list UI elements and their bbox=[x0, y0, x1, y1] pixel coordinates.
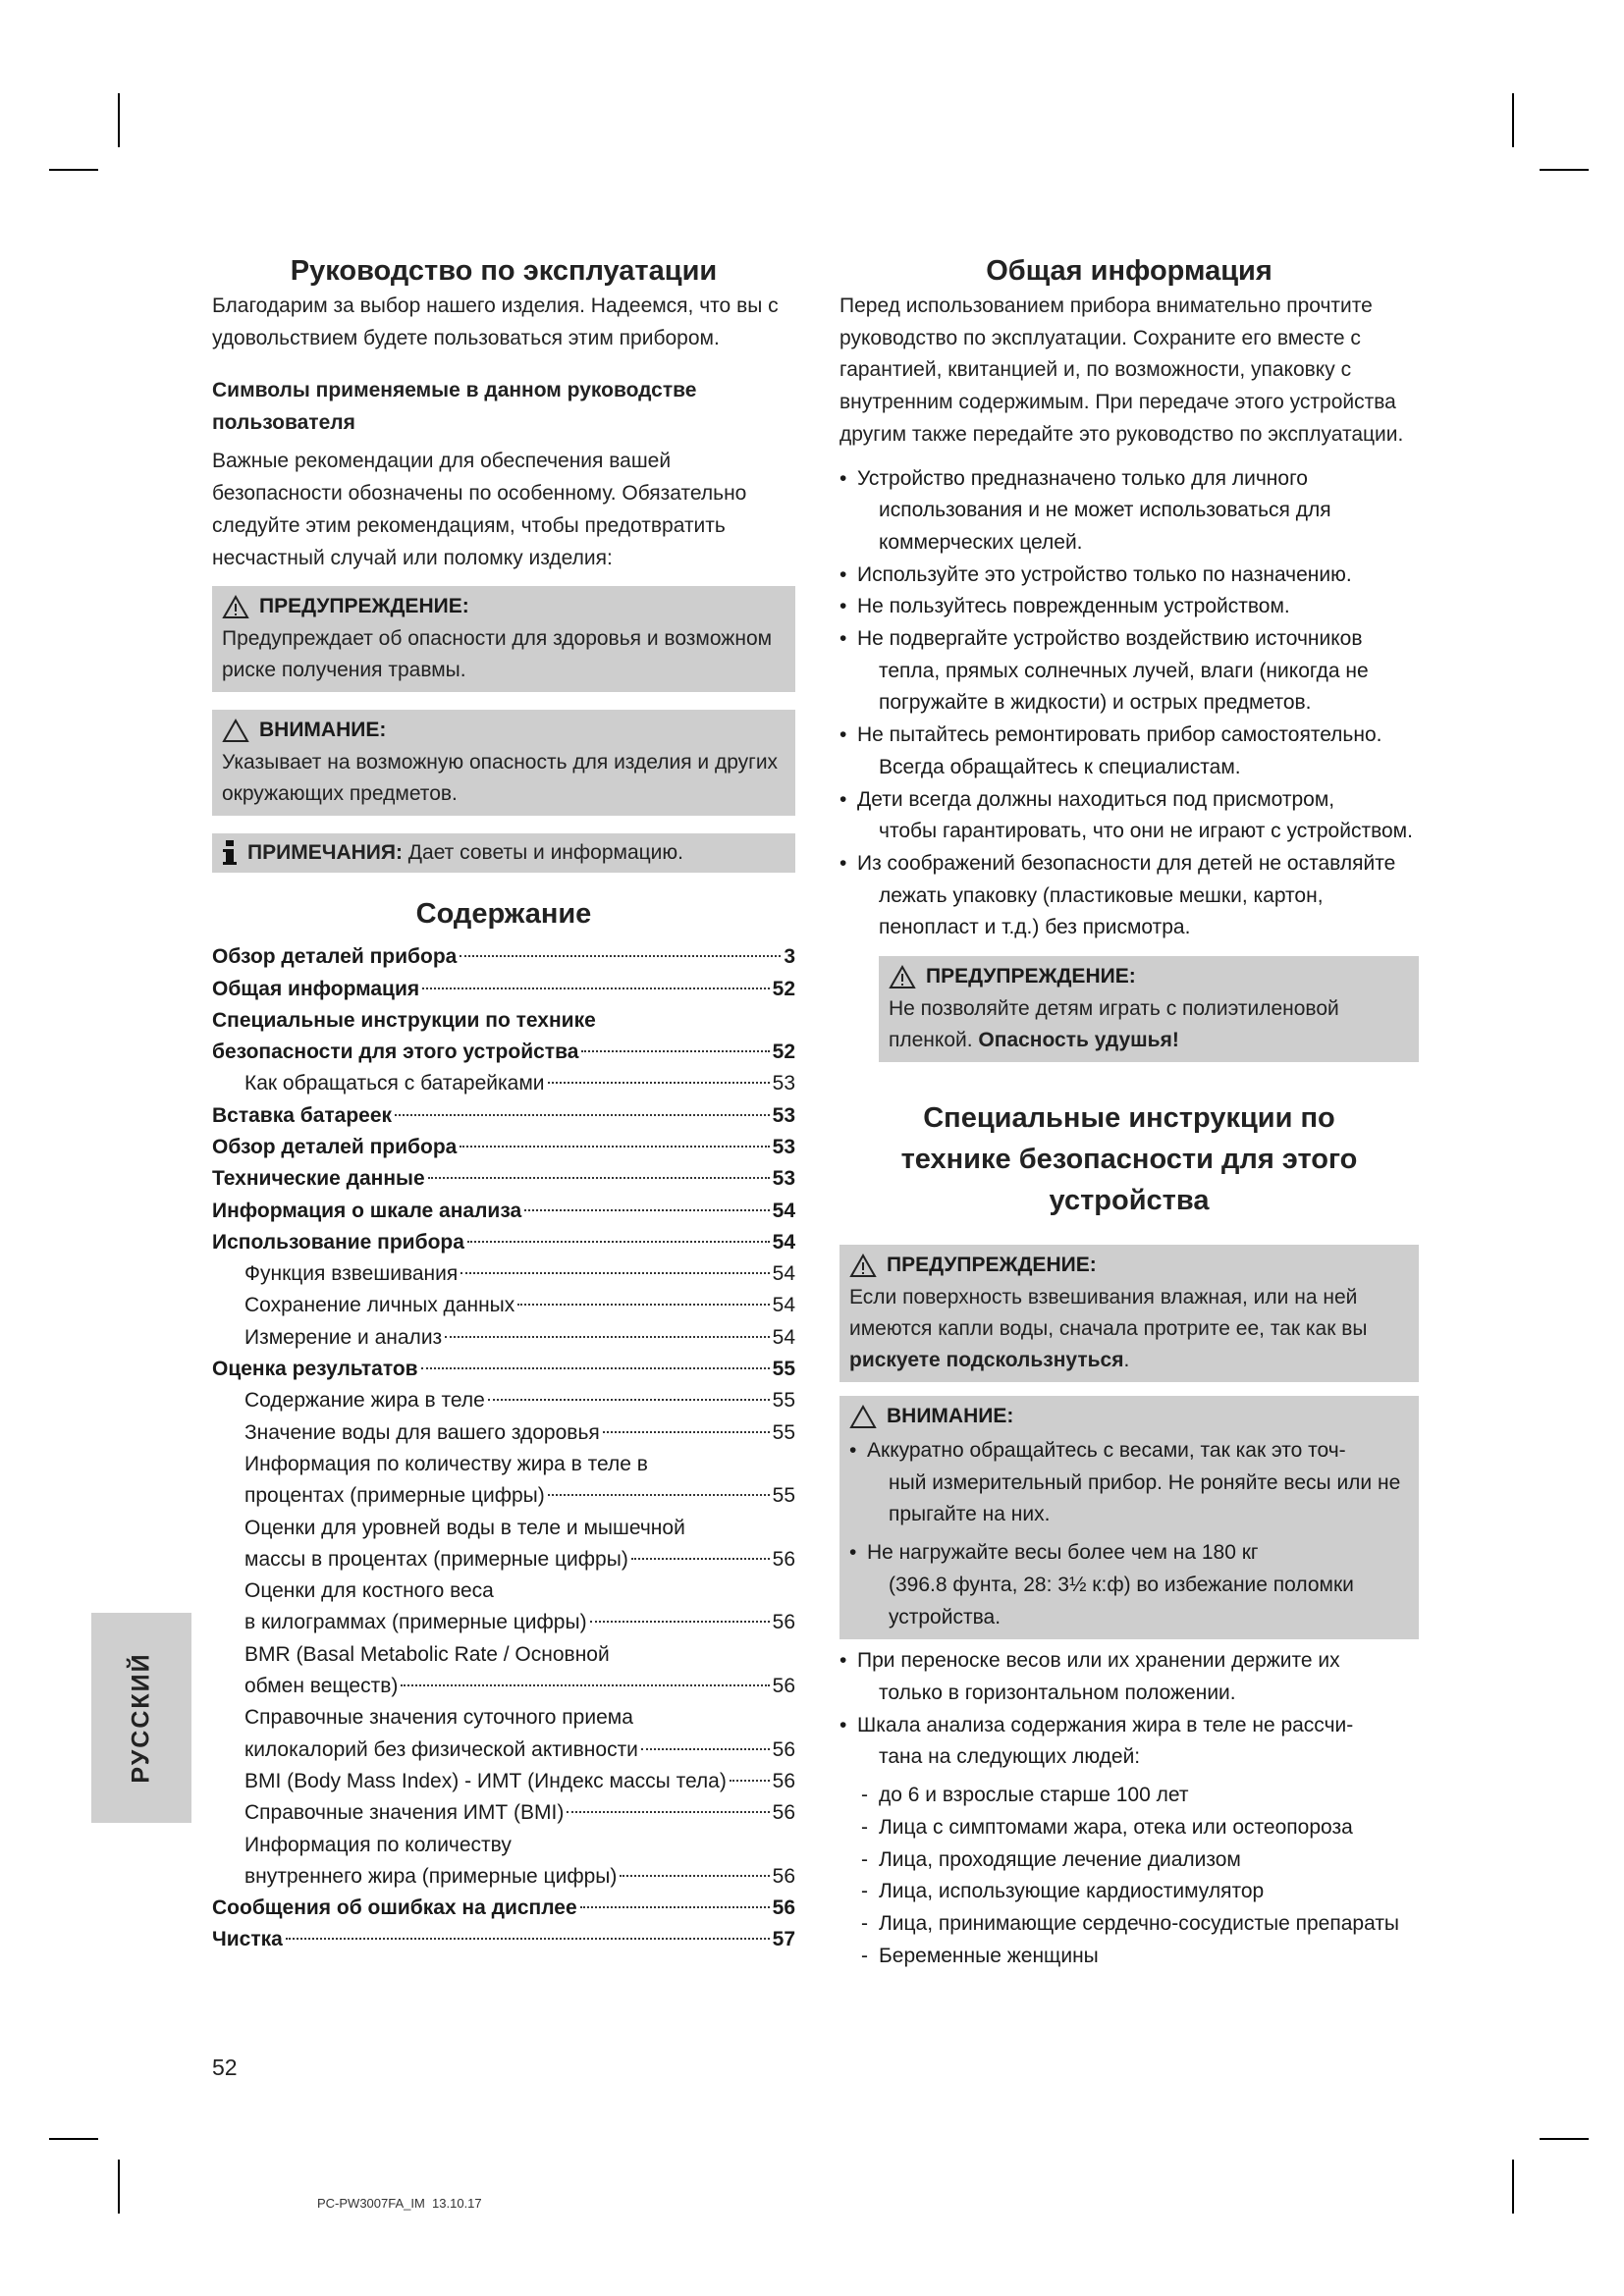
right-column bbox=[839, 253, 1419, 1972]
toc-entry-line[interactable]: Информация по количеству жира в теле в bbox=[244, 1452, 648, 1475]
toc-entry[interactable]: Чистка 57 bbox=[212, 1928, 795, 1951]
exclusion-list bbox=[839, 1780, 1419, 1972]
toc-entry[interactable]: процентах (примерные цифры) 55 bbox=[244, 1484, 795, 1508]
warning-title: ПРЕДУПРЕЖДЕНИЕ: bbox=[887, 1254, 1097, 1277]
list-item: • При переноске весов или их хранении держите их только в горизонтальном положении. bbox=[839, 1645, 1419, 1709]
toc-entry[interactable]: Вставка батареек 53 bbox=[212, 1103, 795, 1127]
toc-entry[interactable]: Как обращаться с батарейками 53 bbox=[244, 1072, 795, 1095]
toc-entry[interactable]: Измерение и анализ 54 bbox=[244, 1325, 795, 1349]
toc-entry[interactable]: безопасности для этого устройства 52 bbox=[212, 1041, 795, 1064]
safety-title: Специальные инструкции по технике безопасности для этого устройства bbox=[900, 1102, 1358, 1217]
safety-bullets bbox=[839, 1645, 1419, 1774]
crop-mark bbox=[1512, 93, 1514, 147]
caution-title: ВНИМАНИЕ: bbox=[259, 719, 387, 742]
list-item: • Дети всегда должны находиться под присмотром, чтобы гарантировать, что они не играют с устройством. bbox=[839, 784, 1419, 848]
caution-title: ВНИМАНИЕ: bbox=[887, 1405, 1014, 1428]
general-info-intro: Перед использованием прибора внимательно прочтите руководство по эксплуатации. Сохраните его вместе с гарантией, квитанцией и, по возможности, упаковку с внутренним содержимым. При передаче этого устройства другим также передайте это руководство по эксплуатации. bbox=[839, 294, 1404, 446]
crop-mark bbox=[49, 169, 98, 171]
warning-text: Не позволяйте детям играть с полиэтиленовой пленкой. bbox=[889, 997, 1339, 1052]
caution-triangle-icon bbox=[849, 1405, 877, 1429]
warning-emphasis: Опасность удушья! bbox=[978, 1029, 1179, 1052]
toc-entry-line[interactable]: Специальные инструкции по технике bbox=[212, 1008, 596, 1032]
crop-mark bbox=[1540, 169, 1589, 171]
list-item: • Не нагружайте весы более чем на 180 кг (396.8 фунта, 28: 3½ к:ф) во избежание поломки устройства. bbox=[849, 1537, 1409, 1633]
caution-text: Указывает на возможную опасность для изделия и других окружающих предметов. bbox=[222, 751, 779, 806]
toc-entry[interactable]: BMI (Body Mass Index) - ИМТ (Индекс массы тела) 56 bbox=[244, 1769, 795, 1792]
page-number: 52 bbox=[212, 2055, 238, 2080]
general-info-bullets bbox=[839, 463, 1419, 945]
toc-entry[interactable]: массы в процентах (примерные цифры) 56 bbox=[244, 1547, 795, 1571]
note-box bbox=[212, 833, 795, 873]
crop-mark bbox=[1540, 2138, 1589, 2140]
scale-caution-box bbox=[839, 1396, 1419, 1639]
warning-title: ПРЕДУПРЕЖДЕНИЕ: bbox=[259, 595, 469, 618]
footer-code: PC-PW3007FA_IM 13.10.17 bbox=[317, 2196, 482, 2211]
list-item: - Лица, проходящие лечение диализом bbox=[839, 1844, 1419, 1877]
list-item: - до 6 и взрослые старше 100 лет bbox=[839, 1780, 1419, 1812]
toc-title: Содержание bbox=[415, 898, 592, 931]
caution-box bbox=[212, 710, 795, 816]
child-warning-box bbox=[879, 956, 1419, 1062]
warning-triangle-icon bbox=[849, 1254, 877, 1278]
list-item: • Используйте это устройство только по назначению. bbox=[839, 560, 1419, 592]
toc-entry[interactable]: Информация о шкале анализа 54 bbox=[212, 1199, 795, 1222]
intro-text: Благодарим за выбор нашего изделия. Надеемся, что вы с удовольствием будете пользоваться этим прибором. bbox=[212, 294, 779, 349]
general-info-title: Общая информация bbox=[986, 255, 1272, 287]
toc-entry[interactable]: Обзор деталей прибора 3 bbox=[212, 945, 795, 969]
left-column bbox=[212, 253, 795, 1956]
note-text: Дает советы и информацию. bbox=[402, 841, 683, 865]
note-label: ПРИМЕЧАНИЯ: bbox=[247, 841, 403, 865]
toc-entry[interactable]: Значение воды для вашего здоровья 55 bbox=[244, 1420, 795, 1444]
symbols-heading: Символы применяемые в данном руководстве пользователя bbox=[212, 379, 697, 435]
toc-entry[interactable]: Содержание жира в теле 55 bbox=[244, 1389, 795, 1413]
language-label: РУССКИЙ bbox=[127, 1652, 155, 1784]
caution-triangle-icon bbox=[222, 719, 249, 743]
crop-mark bbox=[118, 2160, 120, 2214]
list-item: • Не пытайтесь ремонтировать прибор самостоятельно. Всегда обращайтесь к специалистам. bbox=[839, 720, 1419, 783]
warning-title: ПРЕДУПРЕЖДЕНИЕ: bbox=[926, 965, 1136, 988]
warning-text: Если поверхность взвешивания влажная, или на ней имеются капли воды, сначала протрите ее, так как вы bbox=[849, 1286, 1368, 1341]
toc-entry[interactable]: Использование прибора 54 bbox=[212, 1230, 795, 1254]
toc-entry-line[interactable]: BMR (Basal Metabolic Rate / Основной bbox=[244, 1642, 610, 1666]
toc-entry-line[interactable]: Оценки для костного веса bbox=[244, 1579, 494, 1603]
list-item: - Лица, принимающие сердечно-сосудистые препараты bbox=[839, 1908, 1419, 1941]
toc-entry[interactable]: Функция взвешивания 54 bbox=[244, 1262, 795, 1286]
toc-entry[interactable]: в килограммах (примерные цифры) 56 bbox=[244, 1611, 795, 1634]
list-item: - Лица, использующие кардиостимулятор bbox=[839, 1876, 1419, 1908]
toc-entry-line[interactable]: Информация по количеству bbox=[244, 1833, 512, 1856]
slip-warning-box: ПРЕДУПРЕЖДЕНИЕ: Если поверхность взвешивания влажная, или на ней имеются капли воды, сначала протрите ее, так как вы рискуете подскользнуться. bbox=[839, 1245, 1419, 1382]
warning-text: Предупреждает об опасности для здоровья и возможном риске получения травмы. bbox=[222, 627, 773, 682]
toc-entry[interactable]: Справочные значения ИМТ (BMI) 56 bbox=[244, 1801, 795, 1825]
toc-entry[interactable]: Технические данные 53 bbox=[212, 1167, 795, 1191]
toc-entry[interactable]: обмен веществ) 56 bbox=[244, 1675, 795, 1698]
toc-entry[interactable]: Сохранение личных данных 54 bbox=[244, 1294, 795, 1317]
warning-box bbox=[212, 586, 795, 692]
list-item: • Не подвергайте устройство воздействию источников тепла, прямых солнечных лучей, влаги (никогда не погружайте в жидкости) и острых предметов. bbox=[839, 623, 1419, 720]
crop-mark bbox=[1512, 2160, 1514, 2214]
warning-triangle-icon bbox=[889, 965, 916, 989]
toc-entry[interactable]: внутреннего жира (примерные цифры) 56 bbox=[244, 1864, 795, 1888]
manual-title: Руководство по эксплуатации bbox=[290, 255, 718, 287]
info-icon bbox=[222, 840, 238, 866]
language-tab bbox=[91, 1613, 191, 1823]
list-item: • Шкала анализа содержания жира в теле не рассчи- тана на следующих людей: bbox=[839, 1710, 1419, 1774]
toc-list bbox=[212, 941, 795, 1956]
toc-entry[interactable]: килокалорий без физической активности 56 bbox=[244, 1737, 795, 1761]
warning-emphasis: рискуете подскользнуться bbox=[849, 1349, 1124, 1372]
toc-entry-line[interactable]: Оценки для уровней воды в теле и мышечной bbox=[244, 1516, 685, 1539]
crop-mark bbox=[49, 2138, 98, 2140]
toc-entry[interactable]: Общая информация 52 bbox=[212, 977, 795, 1000]
list-item: • Аккуратно обращайтесь с весами, так как это точ- ный измерительный прибор. Не роняйте весы или не прыгайте на них. bbox=[849, 1435, 1409, 1531]
list-item: • Из соображений безопасности для детей не оставляйте лежать упаковку (пластиковые мешки, картон, пенопласт и т.д.) без присмотра. bbox=[839, 848, 1419, 944]
toc-entry-line[interactable]: Справочные значения суточного приема bbox=[244, 1706, 633, 1730]
toc-entry[interactable]: Оценка результатов 55 bbox=[212, 1358, 795, 1381]
toc-entry[interactable]: Сообщения об ошибках на дисплее 56 bbox=[212, 1896, 795, 1920]
list-item: • Устройство предназначено только для личного использования и не может использоваться для коммерческих целей. bbox=[839, 463, 1419, 560]
crop-mark bbox=[118, 93, 120, 147]
symbols-text: Важные рекомендации для обеспечения вашей безопасности обозначены по особенному. Обязательно следуйте этим рекомендациям, чтобы предотвратить несчастный случай или поломку изделия: bbox=[212, 450, 747, 569]
warning-triangle-icon bbox=[222, 595, 249, 619]
list-item: - Беременные женщины bbox=[839, 1941, 1419, 1973]
list-item: - Лица с симптомами жара, отека или остеопороза bbox=[839, 1812, 1419, 1844]
list-item: • Не пользуйтесь поврежденным устройством. bbox=[839, 591, 1419, 623]
toc-entry[interactable]: Обзор деталей прибора 53 bbox=[212, 1136, 795, 1158]
